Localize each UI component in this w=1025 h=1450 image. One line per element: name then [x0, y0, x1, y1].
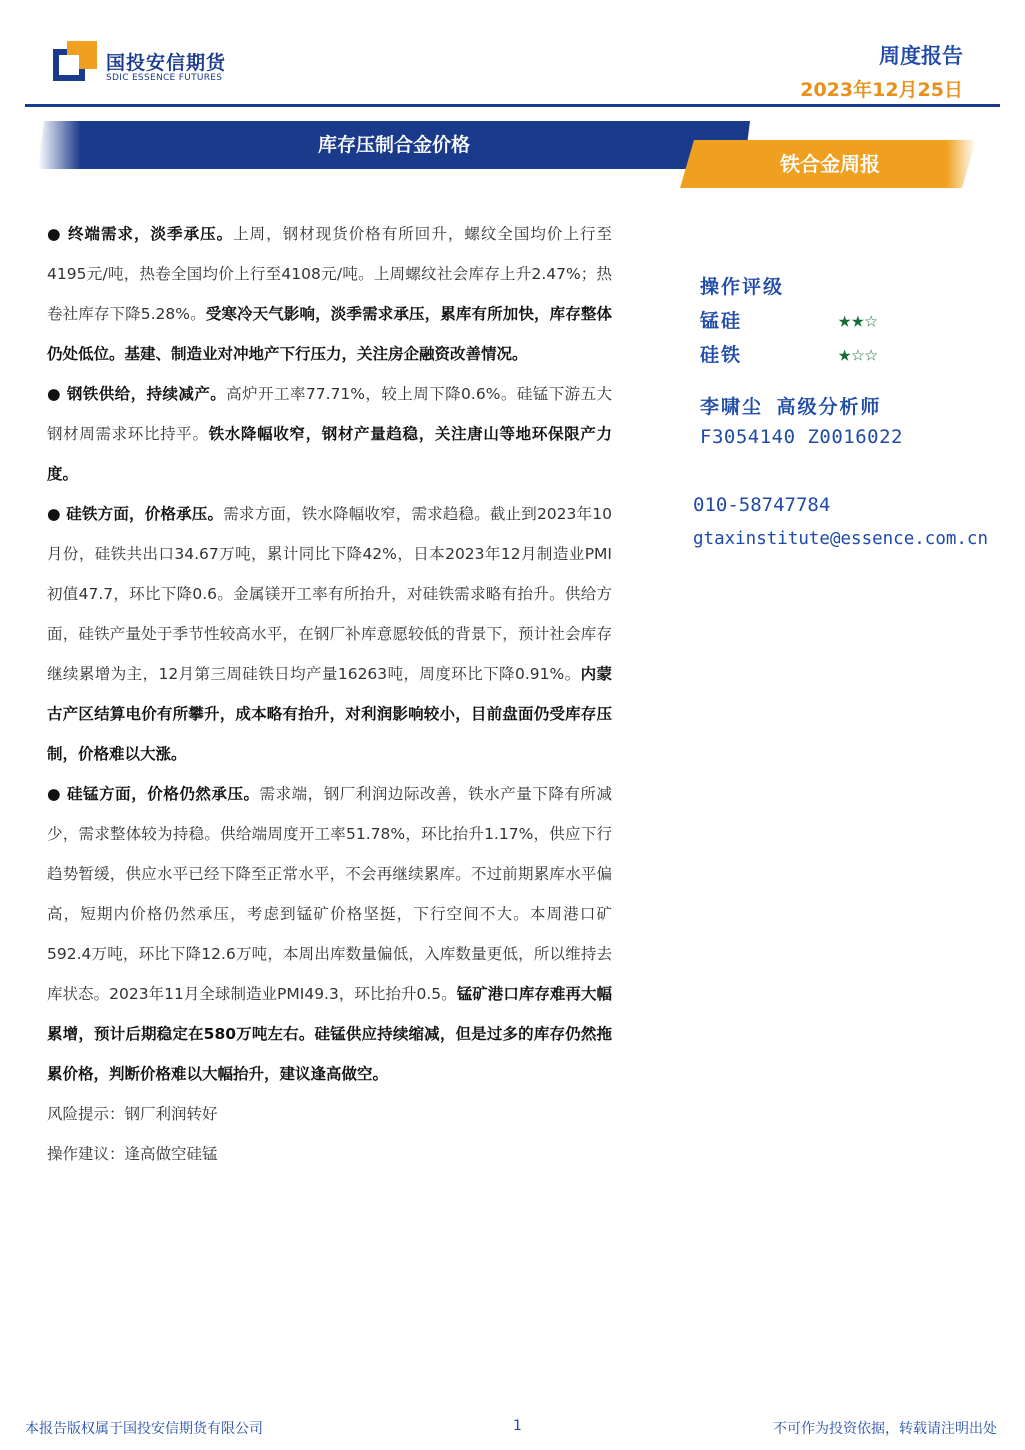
- report-type: 周度报告: [879, 44, 963, 68]
- paragraph-heading: 硅锰方面，价格仍然承压。: [67, 785, 260, 803]
- rating-name: 锰硅: [700, 310, 743, 332]
- paragraph-demand: [47, 214, 612, 374]
- company-logo-icon: [53, 41, 97, 85]
- paragraph-conclusion: 受寒冷天气影响，淡季需求承压，累库有所加快，库存整体仍处低位。基建、制造业对冲地产下行压力，关注房企融资改善情况。: [47, 305, 612, 363]
- advice-label: 操作建议：: [47, 1145, 125, 1163]
- star-rating-icon: ★☆☆: [838, 342, 878, 367]
- rating-row: [700, 340, 1020, 374]
- paragraph-text: 需求方面，铁水降幅收窄，需求趋稳。截止到2023年10月份，硅铁共出口34.67万吨，累计同比下降42%，日本2023年12月制造业PMI初值47.7，环比下降0.6。金属镁开工率有所抬升，对硅铁需求略有抬升。供给方面，硅铁产量处于季节性较高水平，在钢厂补库意愿较低的背景下，预计社会库存继续累增为主，12月第三周硅铁日均产量16263吨，周度环比下降0.91%。: [47, 505, 612, 683]
- footer-copyright: 本报告版权属于国投安信期货有限公司: [25, 1421, 263, 1437]
- rating-name: 硅铁: [700, 344, 743, 366]
- footer-disclaimer: 不可作为投资依据，转载请注明出处: [773, 1421, 997, 1437]
- report-body: [47, 214, 612, 1174]
- bullet: ●: [47, 385, 67, 403]
- report-title: 库存压制合金价格: [317, 134, 470, 156]
- star-rating-icon: ★★☆: [838, 308, 878, 333]
- page-number: 1: [513, 1418, 522, 1434]
- paragraph-silicomanganese: [47, 774, 612, 1094]
- sidebar: [700, 272, 1020, 460]
- report-date: 2023年12月25日: [800, 79, 963, 101]
- bullet: ●: [47, 505, 67, 523]
- paragraph-text: 上周，钢材现货价格有所回升，螺纹全国均价上行至4195元/吨，热卷全国均价上行至4108元/吨。上周螺纹社会库存上升2.47%；热卷社库存下降5.28%。: [47, 225, 612, 323]
- header-divider: [25, 104, 1000, 107]
- paragraph-text: 高炉开工率77.71%，较上周下降0.6%。硅锰下游五大钢材周需求环比持平。: [47, 385, 613, 443]
- bullet: ●: [47, 225, 68, 243]
- rating-title: 操作评级: [700, 276, 785, 298]
- bullet: ●: [47, 785, 68, 803]
- paragraph-supply: [47, 374, 612, 494]
- contact-phone: 010-58747784: [693, 494, 831, 516]
- paragraph-heading: 硅铁方面，价格承压。: [66, 505, 224, 523]
- analyst-name: 李啸尘 高级分析师: [700, 396, 882, 418]
- weekly-tag-label: 铁合金周报: [780, 152, 880, 176]
- company-name-cn: 国投安信期货: [106, 52, 227, 74]
- risk-label: 风险提示：: [47, 1105, 125, 1123]
- rating-row: [700, 306, 1020, 340]
- paragraph-heading: 终端需求，淡季承压。: [67, 225, 234, 243]
- company-name-en: SDIC ESSENCE FUTURES: [106, 73, 223, 83]
- paragraph-text: 需求端，钢厂利润边际改善，铁水产量下降有所减少，需求整体较为持稳。供给端周度开工率51.78%，环比抬升1.17%，供应下行趋势暂缓，供应水平已经下降至正常水平，不会再继续累库。不过前期累库水平偏高，短期内价格仍然承压，考虑到锰矿价格坚挺，下行空间不大。本周港口矿592.4万吨，环比下降12.6万吨，本周出库数量偏低，入库数量更低，所以维持去库状态。2023年11月全球制造业PMI49.3，环比抬升0.5。: [47, 785, 612, 1003]
- paragraph-heading: 钢铁供给，持续减产。: [66, 385, 227, 403]
- analyst-license: F3054140 Z0016022: [700, 426, 903, 448]
- risk-text: 钢厂利润转好: [124, 1105, 218, 1123]
- page-header: [0, 0, 1025, 110]
- paragraph-conclusion: 内蒙古产区结算电价有所攀升，成本略有抬升，对利润影响较小，目前盘面仍受库存压制，价格难以大涨。: [47, 665, 612, 763]
- paragraph-ferrosilicon: [47, 494, 612, 774]
- contact-email[interactable]: gtaxinstitute@essence.com.cn: [693, 529, 989, 549]
- advice-text: 逢高做空硅锰: [124, 1145, 218, 1163]
- paragraph-conclusion: 铁水降幅收窄，钢材产量趋稳，关注唐山等地环保限产力度。: [47, 425, 612, 483]
- paragraph-conclusion: 锰矿港口库存难再大幅累增，预计后期稳定在580万吨左右。硅锰供应持续缩减，但是过多的库存仍然拖累价格，判断价格难以大幅抬升，建议逢高做空。: [47, 985, 612, 1083]
- operation-advice: [47, 1134, 612, 1174]
- risk-note: [47, 1094, 612, 1134]
